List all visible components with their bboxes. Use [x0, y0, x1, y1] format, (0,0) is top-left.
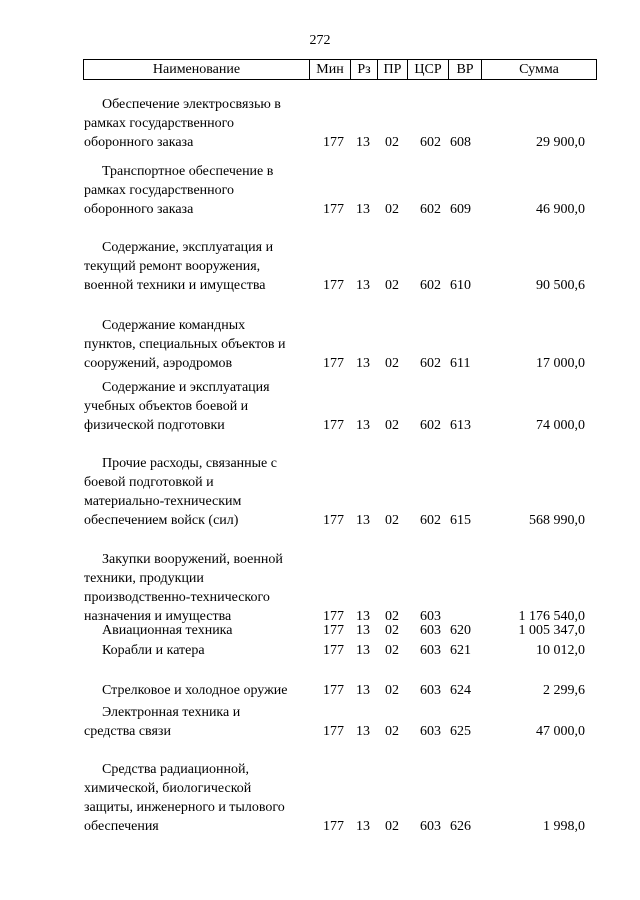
row-sum: 29 900,0 — [536, 135, 585, 150]
row-min: 177 — [323, 356, 344, 371]
row-min: 177 — [323, 609, 344, 624]
row-name: Содержание, эксплуатация и текущий ремонт вооружения, военной техники и имущества — [84, 240, 274, 293]
row-rz: 13 — [356, 278, 370, 293]
row-vr: 611 — [450, 356, 471, 371]
row-min: 177 — [323, 623, 344, 638]
row-min: 177 — [323, 135, 344, 150]
row-pr: 02 — [385, 609, 399, 624]
row-name: Корабли и катера — [102, 643, 205, 658]
row-rz: 13 — [356, 135, 370, 150]
row-name: Обеспечение электросвязью в рамках государственного оборонного заказа — [84, 97, 281, 150]
row-sum: 10 012,0 — [536, 643, 585, 658]
row-vr: 610 — [450, 278, 471, 293]
row-sum: 46 900,0 — [536, 202, 585, 217]
header-rz: Рз — [351, 60, 378, 79]
page-number: 272 — [309, 33, 331, 48]
row-rz: 13 — [356, 356, 370, 371]
table-row — [0, 316, 640, 373]
row-csr: 603 — [420, 643, 441, 658]
row-name: Электронная техника и средства связи — [84, 705, 241, 739]
table-row — [0, 681, 640, 700]
row-rz: 13 — [356, 418, 370, 433]
table-row — [0, 162, 640, 219]
row-pr: 02 — [385, 356, 399, 371]
row-sum: 90 500,6 — [536, 278, 585, 293]
row-min: 177 — [323, 643, 344, 658]
row-rz: 13 — [356, 643, 370, 658]
row-name: Содержание и эксплуатация учебных объектов боевой и физической подготовки — [84, 380, 270, 433]
row-csr: 603 — [420, 609, 441, 624]
row-min: 177 — [323, 683, 344, 698]
row-csr: 602 — [420, 278, 441, 293]
row-rz: 13 — [356, 683, 370, 698]
row-pr: 02 — [385, 202, 399, 217]
table-row — [0, 378, 640, 435]
row-name: Транспортное обеспечение в рамках государственного оборонного заказа — [84, 164, 274, 217]
row-pr: 02 — [385, 135, 399, 150]
table-row — [0, 454, 640, 530]
row-rz: 13 — [356, 819, 370, 834]
row-sum: 1 005 347,0 — [518, 623, 585, 638]
row-sum: 568 990,0 — [529, 513, 585, 528]
header-min: Мин — [310, 60, 351, 79]
row-min: 177 — [323, 819, 344, 834]
row-vr: 613 — [450, 418, 471, 433]
row-name: Закупки вооружений, военной техники, продукции производственно-технического назначения и имущества — [84, 552, 283, 624]
row-vr: 620 — [450, 623, 471, 638]
row-min: 177 — [323, 418, 344, 433]
row-rz: 13 — [356, 513, 370, 528]
row-csr: 603 — [420, 683, 441, 698]
row-sum: 1 176 540,0 — [518, 609, 585, 624]
row-sum: 47 000,0 — [536, 724, 585, 739]
row-pr: 02 — [385, 819, 399, 834]
row-rz: 13 — [356, 609, 370, 624]
row-min: 177 — [323, 202, 344, 217]
row-pr: 02 — [385, 278, 399, 293]
table-row — [0, 550, 640, 626]
row-min: 177 — [323, 513, 344, 528]
row-pr: 02 — [385, 724, 399, 739]
header-pr: ПР — [378, 60, 408, 79]
row-sum: 1 998,0 — [543, 819, 585, 834]
row-pr: 02 — [385, 643, 399, 658]
table-row — [0, 703, 640, 741]
row-rz: 13 — [356, 202, 370, 217]
row-vr: 624 — [450, 683, 471, 698]
row-csr: 603 — [420, 724, 441, 739]
row-name: Стрелковое и холодное оружие — [102, 683, 288, 698]
row-rz: 13 — [356, 623, 370, 638]
row-vr: 615 — [450, 513, 471, 528]
row-vr: 626 — [450, 819, 471, 834]
table-header — [83, 59, 597, 80]
row-csr: 602 — [420, 418, 441, 433]
table-row — [0, 641, 640, 660]
row-name: Средства радиационной, химической, биологической защиты, инженерного и тылового обеспечения — [84, 762, 285, 834]
header-name: Наименование — [84, 60, 310, 79]
row-name: Содержание командных пунктов, специальных объектов и сооружений, аэродромов — [84, 318, 286, 371]
row-sum: 74 000,0 — [536, 418, 585, 433]
row-pr: 02 — [385, 683, 399, 698]
table-row — [0, 238, 640, 295]
row-pr: 02 — [385, 623, 399, 638]
row-rz: 13 — [356, 724, 370, 739]
row-name: Авиационная техника — [102, 623, 233, 638]
row-vr: 609 — [450, 202, 471, 217]
row-csr: 603 — [420, 623, 441, 638]
row-csr: 602 — [420, 513, 441, 528]
header-csr: ЦСР — [408, 60, 449, 79]
row-pr: 02 — [385, 513, 399, 528]
row-min: 177 — [323, 278, 344, 293]
row-vr: 608 — [450, 135, 471, 150]
row-name: Прочие расходы, связанные с боевой подготовкой и материально-техническим обеспечением войск (сил) — [84, 456, 277, 528]
header-sum: Сумма — [519, 62, 559, 77]
row-min: 177 — [323, 724, 344, 739]
row-pr: 02 — [385, 418, 399, 433]
row-csr: 603 — [420, 819, 441, 834]
table-row — [0, 621, 640, 640]
row-csr: 602 — [420, 202, 441, 217]
table-row — [0, 95, 640, 152]
table-row — [0, 760, 640, 836]
row-vr: 625 — [450, 724, 471, 739]
row-csr: 602 — [420, 135, 441, 150]
row-csr: 602 — [420, 356, 441, 371]
header-vr: ВР — [449, 60, 482, 79]
row-sum: 2 299,6 — [543, 683, 585, 698]
row-sum: 17 000,0 — [536, 356, 585, 371]
row-vr: 621 — [450, 643, 471, 658]
